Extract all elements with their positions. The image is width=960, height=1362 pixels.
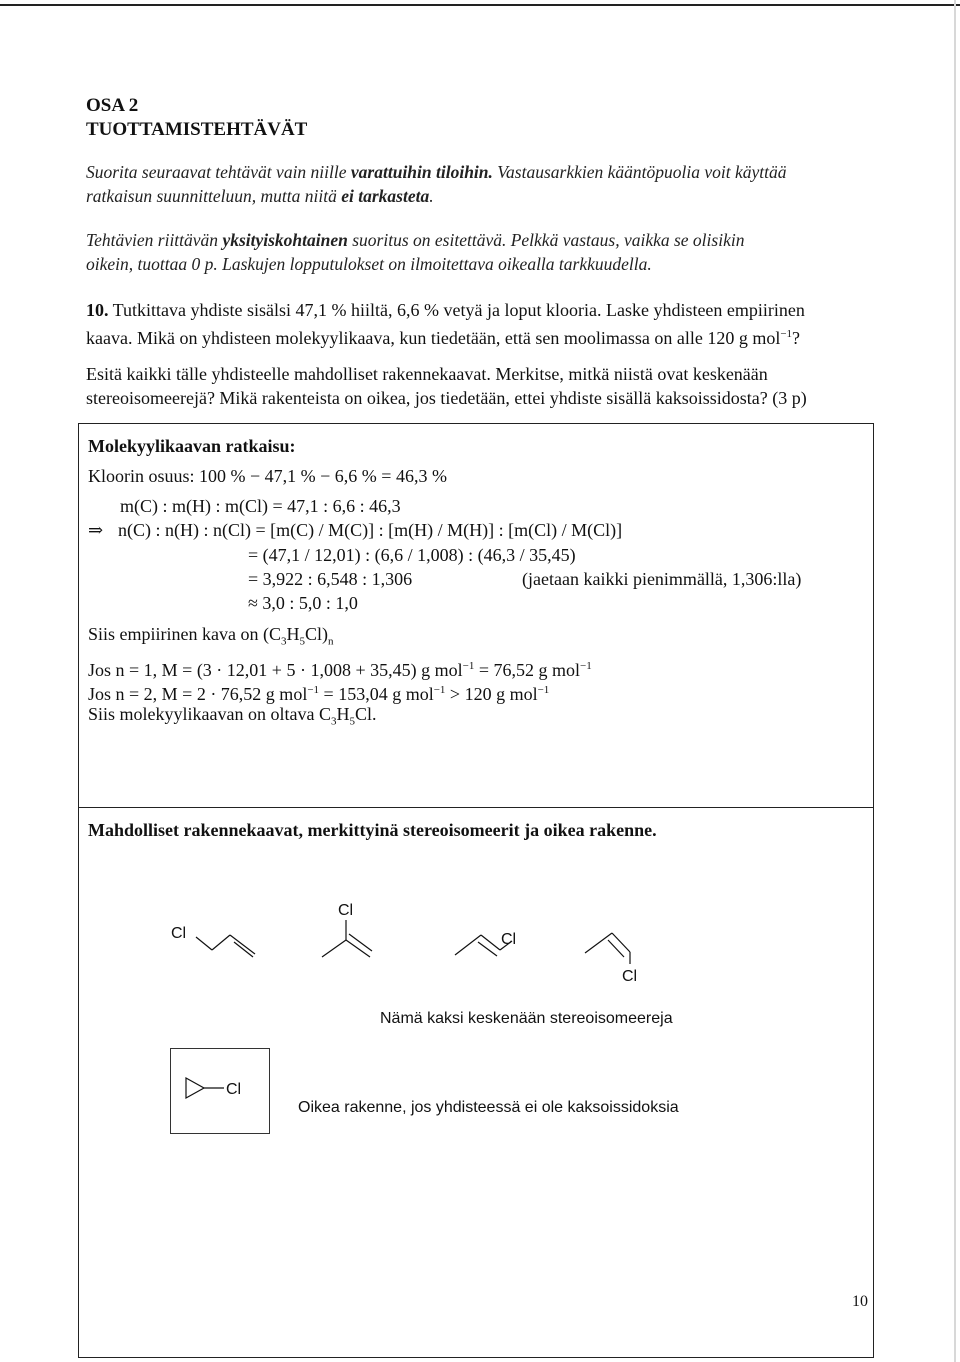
instr-emphasis: varattuihin tiloihin. xyxy=(350,162,493,182)
instr-emphasis: yksityiskohtainen xyxy=(222,230,348,250)
formula-text: Siis empiirinen kava on (C xyxy=(88,624,281,644)
chlorine-share: Kloorin osuus: 100 % − 47,1 % − 6,6 % = 46,3 % xyxy=(88,466,447,486)
subscript: 5 xyxy=(349,715,355,728)
question-text: Esitä kaikki tälle yhdisteelle mahdolliset rakennekaavat. Merkitse, mitkä niistä ovat keskenään xyxy=(86,364,768,384)
correct-structure-caption: Oikea rakenne, jos yhdisteessä ei ole kaksoissidoksia xyxy=(298,1099,679,1116)
instr-text: Tehtävien riittävän xyxy=(86,230,223,250)
instr-text: Vastausarkkien kääntöpuolia voit käyttää xyxy=(492,162,787,182)
implies-arrow: ⇒ xyxy=(88,520,104,540)
mass-ratio: m(C) : m(H) : m(Cl) = 47,1 : 6,6 : 46,3 xyxy=(120,496,401,516)
formula-text: = 153,04 g mol xyxy=(319,684,434,704)
page-title: TUOTTAMISTEHTÄVÄT xyxy=(86,119,308,140)
question-text: Tutkittava yhdiste sisälsi 47,1 % hiiltä, 6,6 % vetyä ja loput klooria. Laske yhdisteen empiirinen xyxy=(108,300,805,320)
solution-title: Molekyylikaavan ratkaisu: xyxy=(88,436,296,456)
calc-step-3: ≈ 3,0 : 5,0 : 1,0 xyxy=(248,593,358,613)
atom-cl-3: Cl xyxy=(501,931,517,948)
calc-step-2: = 3,922 : 6,548 : 1,306 xyxy=(248,569,413,589)
calc-step-2-note: (jaetaan kaikki pienimmällä, 1,306:lla) xyxy=(522,569,802,589)
instr-text: ratkaisun suunnitteluun, mutta niitä xyxy=(86,186,342,206)
calc-step-1: = (47,1 / 12,01) : (6,6 / 1,008) : (46,3 / 35,45) xyxy=(248,545,576,565)
structure-cis-1-chloropropene xyxy=(585,933,630,964)
instr-text: Suorita seuraavat tehtävät vain niille xyxy=(86,162,351,182)
superscript: −1 xyxy=(780,328,793,340)
formula-text: = 76,52 g mol xyxy=(474,660,580,680)
superscript: −1 xyxy=(462,660,475,672)
formula-text: Cl) xyxy=(304,624,328,644)
superscript: −1 xyxy=(307,684,320,696)
formula-text: Siis molekyylikaavan on oltava C xyxy=(88,704,331,724)
formula-text: Jos n = 2, M = 2 · 76,52 g mol xyxy=(88,684,308,704)
subscript: 3 xyxy=(280,635,287,648)
subscript: n xyxy=(328,635,334,648)
question-text: ? xyxy=(792,328,801,348)
atom-cl-4: Cl xyxy=(622,968,638,985)
instr-text: suoritus on esitettävä. Pelkkä vastaus, vaikka se olisikin xyxy=(347,230,745,250)
superscript: −1 xyxy=(537,684,550,696)
structure-2-chloropropene xyxy=(322,920,372,957)
stereoisomer-caption: Nämä kaksi keskenään stereoisomeereja xyxy=(380,1010,673,1027)
atom-cl-5: Cl xyxy=(226,1081,242,1098)
atom-cl-1: Cl xyxy=(171,925,187,942)
formula-text: Cl. xyxy=(354,704,377,724)
formula-text: H xyxy=(286,624,300,644)
structures-title: Mahdolliset rakennekaavat, merkittyinä stereoisomeerit ja oikea rakenne. xyxy=(88,820,657,840)
mole-ratio: n(C) : n(H) : n(Cl) = [m(C) / M(C)] : [m(H) / M(H)] : [m(Cl) / M(Cl)] xyxy=(118,520,623,540)
atom-cl-2: Cl xyxy=(338,902,354,919)
subscript: 3 xyxy=(330,715,337,728)
page-number: 10 xyxy=(852,1293,868,1310)
superscript: −1 xyxy=(579,660,592,672)
formula-text: H xyxy=(336,704,350,724)
correct-structure-frame xyxy=(170,1048,270,1134)
instr-text: oikein, tuottaa 0 p. Laskujen lopputulokset on ilmoitettava oikealla tarkkuudella. xyxy=(86,254,652,274)
structure-allyl-chloride xyxy=(196,935,255,957)
formula-text: Jos n = 1, M = (3 · 12,01 + 5 · 1,008 + 35,45) g mol xyxy=(88,660,463,680)
superscript: −1 xyxy=(433,684,446,696)
formula-text: > 120 g mol xyxy=(445,684,538,704)
question-text: stereoisomeerejä? Mikä rakenteista on oikea, jos tiedetään, ettei yhdiste sisällä kaksoissidosta? (3 p) xyxy=(86,388,807,408)
instr-text: . xyxy=(429,186,434,206)
instr-emphasis: ei tarkasteta xyxy=(341,186,430,206)
question-text: kaava. Mikä on yhdisteen molekyylikaava, kun tiedetään, että sen moolimassa on alle 120 g mol xyxy=(86,328,781,348)
subscript: 5 xyxy=(299,635,305,648)
part-label: OSA 2 xyxy=(86,95,139,116)
question-number: 10. xyxy=(86,300,109,320)
